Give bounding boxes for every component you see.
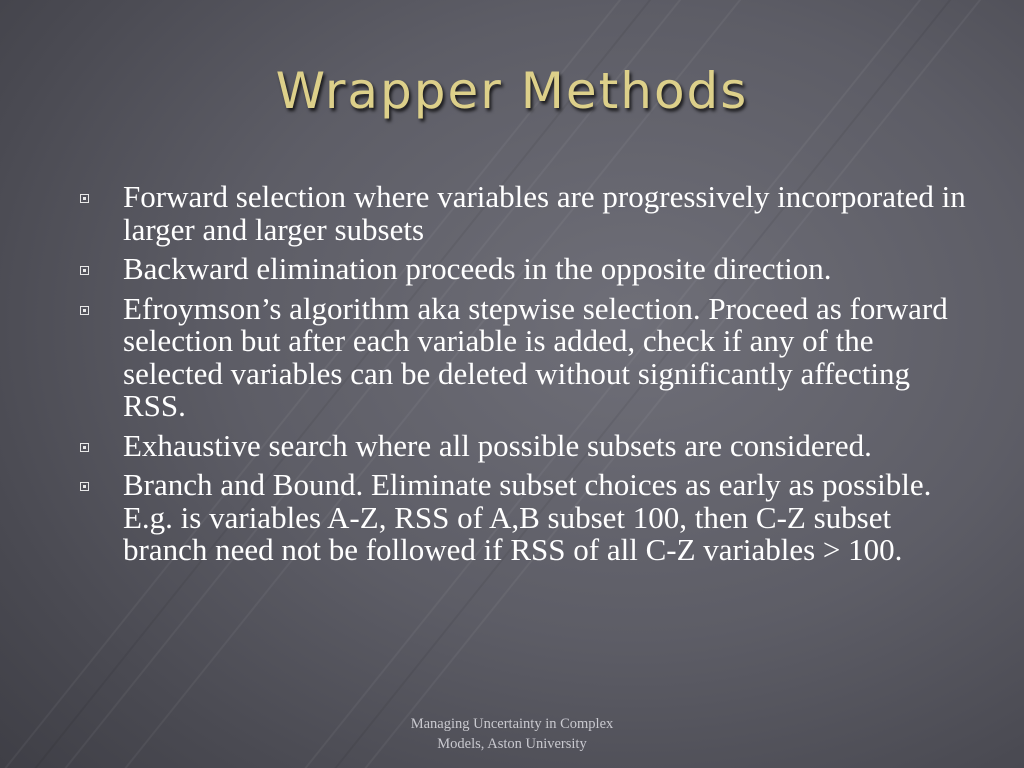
square-bullet-icon xyxy=(80,482,89,491)
footer-line-1: Managing Uncertainty in Complex xyxy=(410,716,614,732)
square-bullet-icon xyxy=(80,266,89,275)
bullet-item-backward-elimination xyxy=(80,253,970,286)
footer-line-2: Models, Aston University xyxy=(437,736,587,752)
square-bullet-icon xyxy=(80,194,89,203)
bullet-text: Forward selection where variables are progressively incorporated in larger and larger subsets xyxy=(123,179,966,247)
square-bullet-icon xyxy=(80,306,89,315)
slide-footer xyxy=(362,714,662,754)
bullet-item-forward-selection xyxy=(80,181,970,246)
bullet-text: Branch and Bound. Eliminate subset choices as early as possible. E.g. is variables A-Z, RSS of A,B subset 100, then C-Z subset branch need not be followed if RSS of all C-Z variables > 100. xyxy=(123,467,932,567)
bullet-list xyxy=(80,181,970,574)
bullet-item-branch-and-bound xyxy=(80,469,970,567)
bullet-text: Exhaustive search where all possible subsets are considered. xyxy=(123,427,872,463)
bullet-item-exhaustive-search xyxy=(80,427,970,463)
square-bullet-icon xyxy=(80,443,89,452)
slide-title: Wrapper Methods xyxy=(275,62,749,120)
bullet-item-efroymson xyxy=(80,290,970,423)
bullet-text: Backward elimination proceeds in the opposite direction. xyxy=(123,251,832,286)
bullet-text: Efroymson’s algorithm aka stepwise selection. Proceed as forward selection but after each variable is added, check if any of the selected variables can be deleted without significantly affecting RSS. xyxy=(123,290,948,423)
